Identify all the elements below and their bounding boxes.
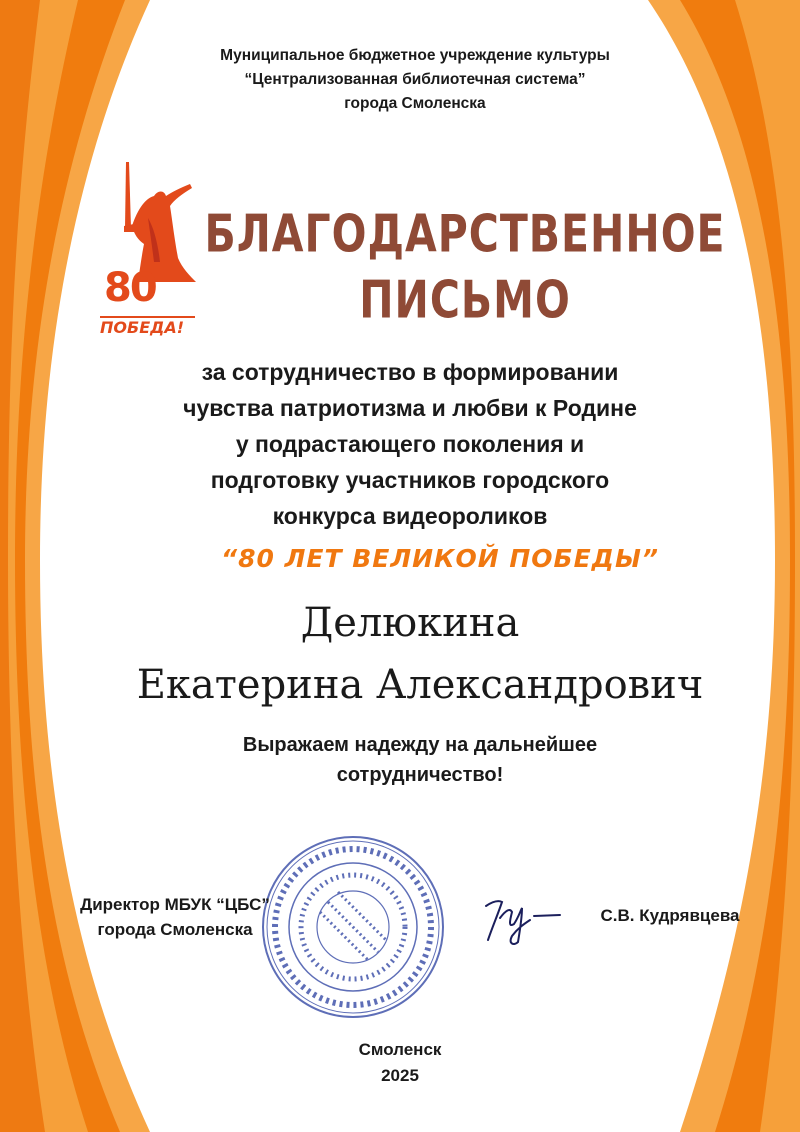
- footer-year: 2025: [381, 1066, 419, 1085]
- signer-title: [40, 892, 310, 942]
- logo-word: ПОБЕДА!: [100, 316, 195, 337]
- org-line: Муниципальное бюджетное учреждение культуры: [220, 47, 610, 64]
- reason-line: у подрастающего поколения и: [235, 431, 585, 457]
- org-line: города Смоленска: [344, 95, 486, 112]
- recipient-given-names: Екатерина Александрович: [136, 662, 704, 708]
- recipient-surname: Делюкина: [300, 600, 520, 646]
- signer-title-line: города Смоленска: [97, 920, 253, 939]
- handwritten-signature-icon: [478, 888, 568, 948]
- victory-80-logo: [98, 158, 198, 340]
- footer-city: Смоленск: [358, 1040, 442, 1059]
- signer-name: С.В. Кудрявцева: [600, 906, 740, 925]
- document-title-line2: ПИСЬМО: [359, 270, 571, 330]
- document-title-line1: БЛАГОДАРСТВЕННОЕ: [204, 204, 726, 264]
- gratitude-reason: [120, 354, 700, 534]
- wish-line: сотрудничество!: [336, 764, 504, 786]
- closing-wish: [150, 730, 690, 790]
- footer-place-date: [300, 1037, 500, 1089]
- reason-line: конкурса видеороликов: [272, 503, 548, 529]
- contest-name: “80 ЛЕТ ВЕЛИКОЙ ПОБЕДЫ”: [221, 544, 659, 573]
- org-line: “Централизованная библиотечная система”: [244, 71, 586, 88]
- reason-line: чувства патриотизма и любви к Родине: [183, 395, 637, 421]
- reason-line: подготовку участников городского: [210, 467, 610, 493]
- signer-title-line: Директор МБУК “ЦБС”: [80, 895, 270, 914]
- logo-number: 80: [104, 265, 156, 311]
- organization-name: [150, 44, 680, 116]
- reason-line: за сотрудничество в формировании: [201, 359, 619, 385]
- wish-line: Выражаем надежду на дальнейшее: [242, 734, 598, 756]
